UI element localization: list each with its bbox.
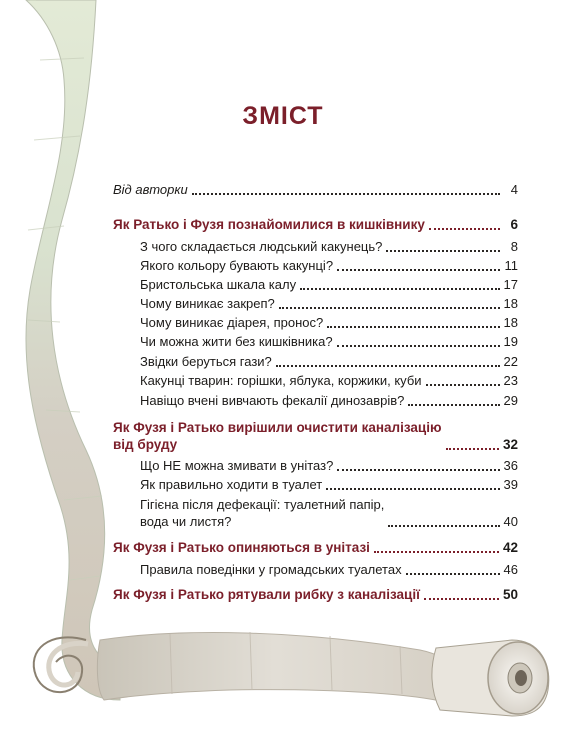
toc-entry[interactable] — [140, 562, 518, 578]
toc-entry-title: Навіщо вчені вивчають фекалії динозаврів? — [140, 393, 405, 408]
dot-leader — [326, 488, 499, 490]
toc-entry-title: Від авторки — [113, 182, 188, 197]
toc-chapter-title: Як Фузя і Ратько опиняються в унітазі — [113, 540, 370, 555]
dot-leader — [408, 404, 499, 406]
toc-entry-intro[interactable] — [113, 182, 518, 198]
dot-leader — [388, 525, 499, 527]
toc-entry-title-line-2: вода чи листя? — [140, 514, 232, 529]
toc-entry[interactable] — [140, 393, 518, 409]
toc-entry-title: Звідки беруться гази? — [140, 354, 272, 369]
toc-entry-page: 23 — [503, 373, 518, 388]
toc-entry[interactable] — [140, 354, 518, 370]
toc-entry-page: 19 — [503, 334, 518, 349]
toc-entry-title: Правила поведінки у громадських туалетах — [140, 562, 402, 577]
toc-chapter-2[interactable] — [113, 419, 518, 453]
toc-entry-page: 4 — [510, 182, 518, 197]
dot-leader — [327, 326, 499, 328]
toc-entry-page: 40 — [503, 514, 518, 529]
toc-chapter-title-line-2: від бруду — [113, 437, 178, 452]
toc-chapter-4[interactable] — [113, 587, 518, 603]
toc-entry[interactable] — [140, 373, 518, 389]
toc-entry-title: Якого кольору бувають какунці? — [140, 258, 334, 273]
toc-entry[interactable] — [140, 477, 518, 493]
toc-entry[interactable] — [140, 458, 518, 474]
dot-leader — [337, 345, 500, 347]
toc-entry-page: 6 — [510, 217, 518, 232]
toc-entry-title: Бристольська шкала калу — [140, 277, 297, 292]
dot-leader — [429, 228, 500, 230]
dot-leader — [276, 365, 500, 367]
dot-leader — [386, 250, 500, 252]
toc-entry-title: Чому виникає діарея, пронос? — [140, 315, 324, 330]
toc-entry-title: Як правильно ходити в туалет — [140, 477, 323, 492]
toc-chapter-title: Як Фузя і Ратько рятували рибку з каналізації — [113, 587, 420, 602]
toc-entry-page: 18 — [503, 296, 518, 311]
dot-leader — [300, 288, 499, 290]
toc-entry-page: 17 — [503, 277, 518, 292]
toc-entry[interactable] — [140, 334, 518, 350]
toc-chapter-1[interactable] — [113, 217, 518, 233]
dot-leader — [337, 269, 500, 271]
toc-entry-page: 46 — [503, 562, 518, 577]
toc-entry-title: Чи можна жити без кишківника? — [140, 334, 333, 349]
page-title: ЗМІСТ — [242, 102, 324, 130]
toc-chapter-title: Як Ратько і Фузя познайомилися в кишківнику — [113, 217, 425, 232]
toc-entry-title: Що НЕ можна змивати в унітаз? — [140, 458, 334, 473]
toc-entry-title: З чого складається людський какунець? — [140, 239, 383, 254]
toc-entry-page: 50 — [502, 587, 518, 602]
dot-leader — [374, 551, 499, 553]
toc-entry[interactable] — [140, 496, 518, 530]
toc-entry-page: 42 — [502, 540, 518, 555]
dot-leader — [424, 598, 499, 600]
dot-leader — [446, 448, 499, 450]
toc-chapter-title-line-1: Як Фузя і Ратько вирішили очистити каналізацію — [113, 420, 442, 435]
toc-chapter-3[interactable] — [113, 540, 518, 556]
dot-leader — [337, 469, 499, 471]
toc-entry-page: 39 — [503, 477, 518, 492]
toc-entry-page: 29 — [503, 393, 518, 408]
toc-entry[interactable] — [140, 315, 518, 331]
dot-leader — [279, 307, 500, 309]
toc-entry-title-line-1: Гігієна після дефекації: туалетний папір, — [140, 497, 385, 512]
toc-entry[interactable] — [140, 239, 518, 255]
toc-entry[interactable] — [140, 277, 518, 293]
toc-entry-title: Какунці тварин: горішки, яблука, коржики, куби — [140, 373, 422, 388]
dot-leader — [192, 193, 500, 195]
toc-entry-page: 32 — [502, 437, 518, 452]
toc-entry-title — [140, 496, 384, 530]
toc-entry-page: 11 — [504, 258, 518, 273]
toc-entry-page: 36 — [503, 458, 518, 473]
toc-entry-page: 18 — [503, 315, 518, 330]
toc-entry-page: 8 — [510, 239, 518, 254]
toc-entry-title: Чому виникає закреп? — [140, 296, 275, 311]
toc-entry-page: 22 — [503, 354, 518, 369]
dot-leader — [426, 384, 500, 386]
toc-entry[interactable] — [140, 258, 518, 274]
toc-chapter-title — [113, 419, 442, 453]
dot-leader — [406, 573, 500, 575]
toc-entry[interactable] — [140, 296, 518, 312]
